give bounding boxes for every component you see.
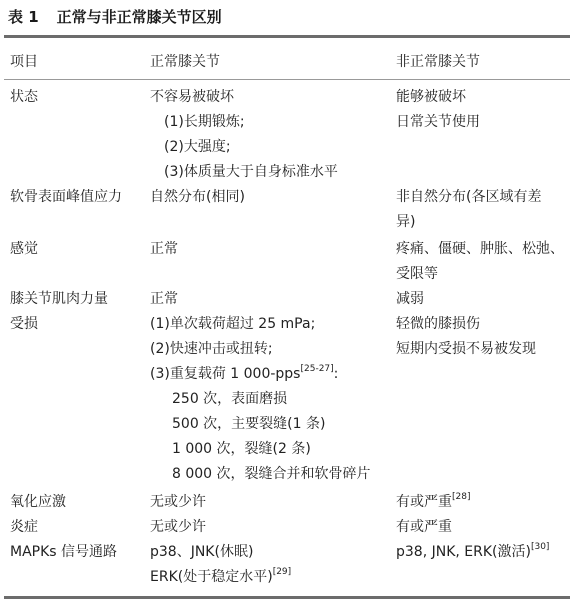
header-normal: 正常膝关节: [150, 54, 220, 70]
normal-line: ERK(处于稳定水平)[29]: [150, 567, 292, 585]
bottom-rule: [4, 596, 570, 599]
abnormal-line: 短期内受损不易被发现: [396, 341, 536, 357]
row-label: 受损: [10, 316, 38, 332]
normal-line: (3)体质量大于自身标准水平: [164, 164, 338, 180]
normal-line: p38、JNK(休眠): [150, 544, 254, 560]
header-rule: [4, 79, 570, 80]
normal-line: 无或少许: [150, 519, 206, 535]
abnormal-line: 非自然分布(各区域有差: [396, 189, 542, 205]
normal-line: 自然分布(相同): [150, 189, 245, 205]
citation-ref: [29]: [272, 567, 292, 578]
table-caption: 正常与非正常膝关节区别: [56, 8, 222, 26]
normal-line: 500 次，主要裂缝(1 条): [172, 416, 326, 432]
row-label: 炎症: [10, 519, 38, 535]
row-label: 状态: [10, 89, 38, 105]
row-label: 感觉: [10, 241, 38, 257]
normal-line: 无或少许: [150, 494, 206, 510]
table-title: [8, 6, 222, 27]
normal-line: 1 000 次，裂缝(2 条): [172, 441, 311, 457]
top-rule: [4, 35, 570, 38]
citation-ref: [30]: [530, 542, 550, 553]
row-label: MAPKs 信号通路: [10, 544, 118, 560]
row-label: 软骨表面峰值应力: [10, 189, 122, 205]
normal-line: (1)单次载荷超过 25 mPa;: [150, 316, 316, 332]
abnormal-line: 能够被破坏: [396, 89, 466, 105]
abnormal-line: 有或严重[28]: [396, 492, 471, 510]
abnormal-line: 疼痛、僵硬、肿胀、松弛、: [396, 241, 564, 257]
normal-line: 正常: [150, 241, 178, 257]
abnormal-line: 有或严重: [396, 519, 452, 535]
abnormal-line: 受限等: [396, 266, 438, 282]
normal-line: 不容易被破坏: [150, 89, 234, 105]
row-label: 氧化应激: [10, 494, 66, 510]
citation-ref: [25-27]: [300, 364, 334, 375]
normal-line: 8 000 次，裂缝合并和软骨碎片: [172, 466, 371, 482]
abnormal-line: 轻微的膝损伤: [396, 316, 480, 332]
citation-ref: [28]: [452, 492, 471, 503]
normal-line: 250 次，表面磨损: [172, 391, 288, 407]
header-item: 项目: [10, 54, 38, 70]
normal-line: 正常: [150, 291, 178, 307]
row-label: 膝关节肌肉力量: [10, 291, 108, 307]
normal-line: (1)长期锻炼;: [164, 114, 245, 130]
abnormal-line: 日常关节使用: [396, 114, 480, 130]
abnormal-line: 减弱: [396, 291, 424, 307]
abnormal-line: 异): [396, 214, 416, 230]
table-number: 表 1: [8, 8, 39, 26]
normal-line: (2)大强度;: [164, 139, 231, 155]
normal-line: (3)重复载荷 1 000-pps[25-27]:: [150, 364, 339, 382]
normal-line: (2)快速冲击或扭转;: [150, 341, 273, 357]
abnormal-line: p38, JNK, ERK(激活)[30]: [396, 542, 550, 560]
header-abnormal: 非正常膝关节: [396, 54, 480, 70]
